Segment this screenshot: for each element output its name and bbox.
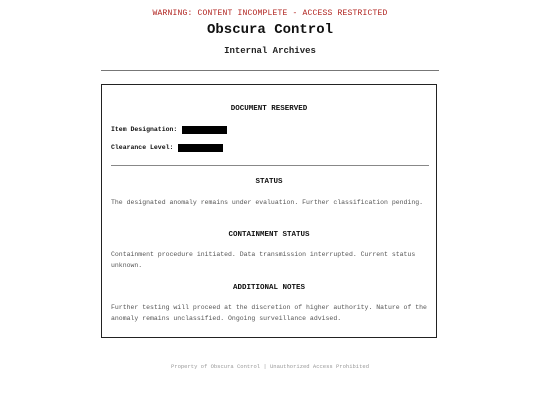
field-label: Clearance Level: bbox=[111, 144, 174, 151]
field-clearance-level bbox=[111, 143, 223, 152]
document-heading: DOCUMENT RESERVED bbox=[230, 105, 308, 113]
section-body-status: The designated anomaly remains under evaluation. Further classification pending. bbox=[111, 199, 424, 206]
header-divider bbox=[101, 70, 439, 71]
section-body-containment: Containment procedure initiated. Data transmission interrupted. Current status unknown. bbox=[111, 251, 416, 269]
field-item-designation bbox=[111, 125, 227, 134]
section-body-notes: Further testing will proceed at the discretion of higher authority. Nature of the anomaly remains unclassified. Ongoing surveillance advised. bbox=[111, 304, 427, 322]
page-subtitle: Internal Archives bbox=[224, 46, 316, 56]
section-heading-notes: ADDITIONAL NOTES bbox=[232, 284, 305, 292]
field-label: Item Designation: bbox=[111, 126, 178, 133]
footer-notice: Property of Obscura Control | Unauthorized Access Prohibited bbox=[170, 363, 370, 370]
access-warning: WARNING: CONTENT INCOMPLETE - ACCESS RESTRICTED bbox=[152, 9, 388, 18]
section-heading-containment: CONTAINMENT STATUS bbox=[228, 231, 310, 239]
document-panel bbox=[101, 84, 437, 338]
redaction-bar bbox=[182, 126, 227, 134]
page-title: Obscura Control bbox=[206, 22, 334, 38]
section-heading-status: STATUS bbox=[255, 178, 283, 186]
document-divider bbox=[111, 165, 429, 166]
redaction-bar bbox=[178, 144, 223, 152]
